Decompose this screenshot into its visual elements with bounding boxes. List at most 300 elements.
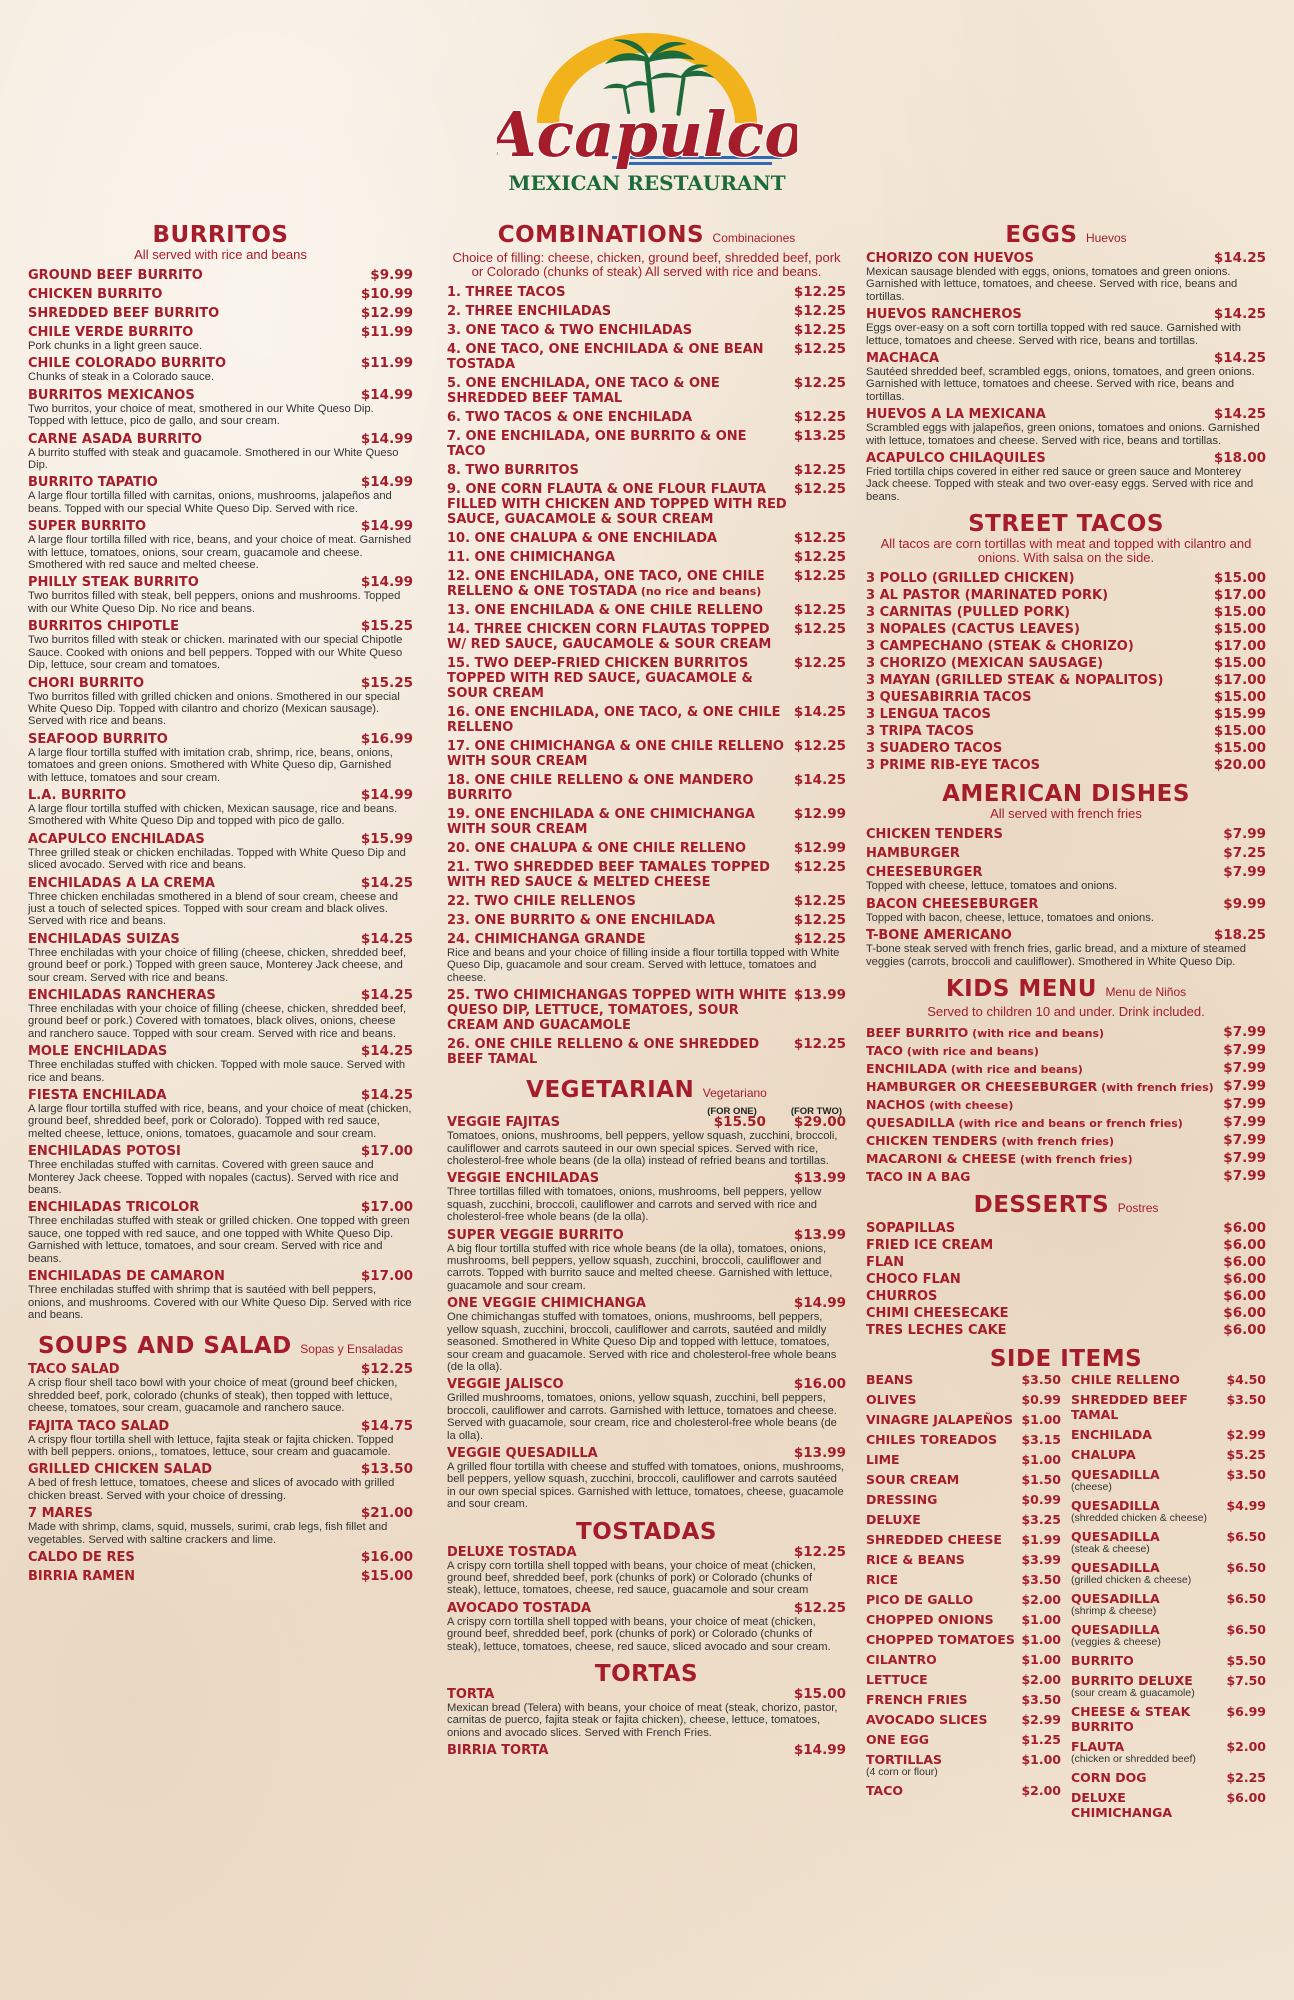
kids-subtitle: Menu de Niños bbox=[1105, 984, 1187, 999]
menu-item-description: Eggs over-easy on a soft corn tortilla topped with red sauce. Garnished with lettuce, tomatoes and cheese. Served with rice, beans and tortillas. bbox=[866, 322, 1241, 347]
menu-item bbox=[28, 788, 413, 828]
menu-item-name: CHICKEN TENDERS bbox=[866, 827, 1003, 843]
soups-title-text: SOUPS AND SALAD bbox=[37, 1333, 292, 1360]
menu-item-price: $6.50 bbox=[1226, 1559, 1266, 1575]
menu-item-price: $12.25 bbox=[793, 322, 846, 338]
menu-item-price: $0.99 bbox=[1021, 1391, 1061, 1407]
menu-item bbox=[447, 603, 846, 618]
menu-item-row bbox=[447, 603, 846, 618]
menu-item-row bbox=[447, 656, 846, 701]
menu-item-price-one: $15.50 bbox=[713, 1114, 766, 1131]
menu-item-name: 23. ONE BURRITO & ONE ENCHILADA bbox=[447, 913, 716, 928]
menu-item-row bbox=[866, 1272, 1266, 1287]
menu-item-price: $6.00 bbox=[1223, 1270, 1266, 1287]
menu-item bbox=[1071, 1467, 1266, 1493]
menu-item-price: $2.25 bbox=[1226, 1769, 1266, 1785]
menu-item bbox=[866, 1392, 1061, 1407]
menu-item-row bbox=[447, 1296, 846, 1311]
menu-item-price: $15.00 bbox=[793, 1686, 846, 1702]
menu-item-description: A crispy flour tortilla shell with lettuce, fajita steak or fajita chicken. Topped with bell peppers. onions,, tomatoes, lettuce, sour cream and guacamole. bbox=[28, 1433, 394, 1458]
menu-item-name: SHREDDED BEEF TAMAL bbox=[1071, 1391, 1188, 1422]
menu-item-row bbox=[447, 376, 846, 406]
menu-item-name: CHOCO FLAN bbox=[866, 1271, 961, 1287]
menu-item-name: BURRITO bbox=[1071, 1652, 1134, 1668]
menu-item-description: A burrito stuffed with steak and guacamole. Smothered in our White Queso Dip. bbox=[28, 446, 399, 472]
menu-item bbox=[1071, 1560, 1266, 1586]
menu-item-qualifier: (with rice and beans or french fries) bbox=[954, 1116, 1183, 1130]
menu-item bbox=[866, 1452, 1061, 1467]
menu-item-name: OLIVES bbox=[866, 1391, 917, 1407]
column-center bbox=[447, 222, 846, 1762]
menu-item-row bbox=[866, 1712, 1061, 1727]
menu-item-price: $15.25 bbox=[360, 674, 413, 691]
american-list bbox=[866, 827, 1266, 968]
menu-item-row bbox=[866, 1043, 1266, 1059]
menu-item-name: 6. TWO TACOS & ONE ENCHILADA bbox=[447, 410, 693, 425]
menu-item-price: $9.99 bbox=[1223, 895, 1266, 912]
menu-item-qualifier: (with french fries) bbox=[1016, 1152, 1133, 1166]
desserts-title bbox=[866, 1192, 1266, 1221]
menu-item-row bbox=[28, 619, 413, 634]
menu-item-description: Fried tortilla chips covered in either red sauce or green sauce and Monterey Jack cheese. Topped with steak and two over-easy eggs. Served with rice and beans. bbox=[866, 466, 1254, 503]
menu-item-row bbox=[1071, 1704, 1266, 1734]
menu-item-name: CHORIZO CON HUEVOS bbox=[866, 251, 1034, 266]
menu-item-description: (veggies & cheese) bbox=[1071, 1635, 1161, 1648]
menu-item-price: $7.99 bbox=[1223, 1113, 1266, 1130]
menu-item-description: A large flour tortilla stuffed with rice, beans, and your choice of meat (chicken, ground beef, shredded beef, pork or Colorado). Topped with red sauce, melted cheese, lettuce, onions, tomatoes, guacamole and sour cream. bbox=[28, 1103, 412, 1140]
street-tacos-title: STREET TACOS bbox=[968, 511, 1164, 538]
menu-item-row bbox=[447, 841, 846, 856]
menu-item-name: 3 CHORIZO (MEXICAN SAUSAGE) bbox=[866, 656, 1104, 672]
menu-item-price: $1.00 bbox=[1021, 1611, 1061, 1627]
menu-item-name: FLAUTA bbox=[1071, 1738, 1125, 1754]
menu-item-row bbox=[28, 1362, 413, 1377]
menu-item-row bbox=[866, 1169, 1266, 1184]
menu-item-price: $14.25 bbox=[793, 704, 846, 720]
menu-item-row bbox=[447, 569, 846, 599]
menu-item-description: Two burritos filled with grilled chicken and onions. Smothered in our special White Queso Dip. Topped with cilantro and chorizo (Mexican sausage). Served with rice and beans. bbox=[28, 690, 400, 728]
menu-item-description: (cheese) bbox=[1071, 1480, 1112, 1493]
menu-item-description: (steak & cheese) bbox=[1071, 1542, 1150, 1555]
menu-item-price: $14.99 bbox=[360, 786, 413, 803]
menu-item-row bbox=[447, 410, 846, 425]
menu-item-name: TORTA bbox=[447, 1687, 495, 1702]
menu-item-qualifier: (with rice and beans) bbox=[946, 1062, 1083, 1076]
vegetarian-subtitle: Vegetariano bbox=[702, 1086, 767, 1101]
menu-item-row bbox=[447, 285, 846, 300]
menu-item-row bbox=[866, 1632, 1061, 1647]
menu-item-row bbox=[866, 656, 1266, 671]
menu-item-row bbox=[866, 1151, 1266, 1167]
menu-item-price: $14.25 bbox=[360, 1087, 413, 1104]
menu-item-row bbox=[866, 307, 1266, 322]
menu-item-row bbox=[447, 860, 846, 890]
menu-item bbox=[447, 376, 846, 406]
soups-title bbox=[28, 1333, 413, 1362]
menu-item-row bbox=[1071, 1591, 1266, 1606]
menu-item-price: $11.99 bbox=[360, 324, 413, 340]
menu-item-price: $3.50 bbox=[1021, 1571, 1061, 1587]
menu-item-name: 22. TWO CHILE RELLENOS bbox=[447, 894, 636, 909]
menu-item-name: 17. ONE CHIMICHANGA & ONE CHILE RELLENO WITH SOUR CREAM bbox=[447, 739, 784, 769]
menu-item-name: 13. ONE ENCHILADA & ONE CHILE RELLENO bbox=[447, 603, 764, 618]
menu-item-name: GROUND BEEF BURRITO bbox=[28, 268, 203, 283]
menu-item-name: 7 MARES bbox=[28, 1506, 93, 1522]
menu-item-description: A large flour tortilla stuffed with imitation crab, shrimp, rice, beans, onions, tomatoes and green onions. Smothered with White Queso dip, Garnished with lettuce, tomatoes and sour cream. bbox=[28, 746, 393, 784]
menu-item-name: 3 PRIME RIB-EYE TACOS bbox=[866, 758, 1041, 774]
menu-item-description: Chunks of steak in a Colorado sauce. bbox=[28, 371, 214, 384]
menu-item-row bbox=[1071, 1427, 1266, 1442]
menu-item-name: ACAPULCO ENCHILADAS bbox=[28, 831, 205, 847]
menu-item-name: ENCHILADAS TRICOLOR bbox=[28, 1200, 200, 1216]
menu-item bbox=[28, 676, 413, 728]
menu-item-row bbox=[866, 928, 1266, 943]
menu-item-name: 25. TWO CHIMICHANGAS TOPPED WITH WHITE QUESO DIP, LETTUCE, TOMATOES, SOUR CREAM AND GUACAMOLE bbox=[447, 988, 787, 1034]
menu-item-price: $17.00 bbox=[360, 1199, 413, 1216]
menu-item-name: 3. ONE TACO & TWO ENCHILADAS bbox=[447, 323, 693, 338]
desserts-title-text: DESSERTS bbox=[973, 1191, 1110, 1218]
menu-item bbox=[866, 1255, 1266, 1270]
menu-item-row bbox=[866, 351, 1266, 366]
menu-item-price: $7.99 bbox=[1223, 1167, 1266, 1184]
menu-item-row bbox=[866, 1025, 1266, 1041]
menu-item-price: $15.25 bbox=[360, 618, 413, 635]
menu-item-row bbox=[447, 1037, 846, 1067]
menu-item bbox=[447, 1446, 846, 1511]
menu-item-name: BURRITO DELUXE bbox=[1071, 1672, 1193, 1688]
menu-item-price: $12.99 bbox=[793, 806, 846, 822]
menu-item-row bbox=[447, 531, 846, 546]
menu-item-name: ENCHILADA (with rice and beans) bbox=[866, 1060, 1083, 1076]
menu-item-row bbox=[866, 1323, 1266, 1338]
eggs-title bbox=[866, 222, 1266, 251]
menu-item bbox=[28, 1088, 413, 1140]
menu-item bbox=[866, 251, 1266, 303]
menu-item-name: RICE & BEANS bbox=[866, 1551, 965, 1567]
menu-item-description: Topped with bacon, cheese, lettuce, tomatoes and onions. bbox=[866, 911, 1154, 924]
menu-item-price: $16.00 bbox=[793, 1376, 846, 1393]
for-one-header: (FOR ONE) bbox=[707, 1106, 757, 1118]
menu-item-price: $5.50 bbox=[1226, 1652, 1266, 1668]
sides-columns bbox=[866, 1372, 1266, 1825]
menu-item-description: Pork chunks in a light green sauce. bbox=[28, 340, 203, 352]
menu-item bbox=[866, 605, 1266, 620]
menu-item-name: HAMBURGER bbox=[866, 846, 960, 862]
menu-item-price: $15.00 bbox=[1213, 655, 1266, 672]
menu-item bbox=[866, 407, 1266, 447]
menu-item bbox=[28, 732, 413, 784]
menu-item-row bbox=[866, 1752, 1061, 1767]
menu-item-name: PHILLY STEAK BURRITO bbox=[28, 575, 199, 591]
menu-item-name: ENCHILADAS DE CAMARON bbox=[28, 1269, 225, 1285]
menu-item-description: Grilled mushrooms, tomatoes, onions, yellow squash, zucchini, bell peppers, broccoli, cauliflower and carrots. Garnished with lettuce, tomatoes and cheese. Served with guacamole, sour cream, rice and cholesterol-free whole beans (de la olla). bbox=[447, 1392, 837, 1442]
menu-item-price: $1.25 bbox=[1021, 1731, 1061, 1747]
menu-item-row bbox=[28, 388, 413, 403]
menu-item-name: TACO bbox=[866, 1782, 904, 1798]
menu-item-row bbox=[866, 1238, 1266, 1253]
menu-item bbox=[866, 865, 1266, 892]
menu-item-price: $7.99 bbox=[1223, 1059, 1266, 1076]
menu-item-row bbox=[866, 639, 1266, 654]
menu-item-description: (shredded chicken & cheese) bbox=[1071, 1511, 1207, 1524]
menu-item bbox=[28, 519, 413, 571]
menu-item-row bbox=[866, 897, 1266, 912]
menu-item-name: QUESADILLA bbox=[1071, 1621, 1160, 1637]
menu-item-row bbox=[866, 1692, 1061, 1707]
menu-item-row bbox=[447, 988, 846, 1033]
menu-item bbox=[1071, 1770, 1266, 1785]
menu-item bbox=[866, 1238, 1266, 1253]
menu-item-price: $3.15 bbox=[1021, 1431, 1061, 1447]
menu-item-name: HUEVOS RANCHEROS bbox=[866, 307, 1022, 323]
menu-item-row bbox=[866, 1079, 1266, 1095]
menu-item bbox=[447, 1601, 846, 1653]
menu-item-row bbox=[866, 1592, 1061, 1607]
menu-item-row bbox=[447, 1545, 846, 1560]
menu-item-price: $6.50 bbox=[1226, 1528, 1266, 1544]
menu-item-price: $20.00 bbox=[1213, 757, 1266, 774]
menu-item bbox=[866, 1732, 1061, 1747]
menu-item-price: $4.99 bbox=[1226, 1497, 1266, 1513]
menu-item-price: $14.25 bbox=[1213, 406, 1266, 423]
menu-item-price: $6.00 bbox=[1223, 1253, 1266, 1270]
menu-item-price: $21.00 bbox=[360, 1505, 413, 1522]
menu-item-row bbox=[447, 932, 846, 947]
menu-item-qualifier: (with cheese) bbox=[925, 1098, 1014, 1112]
menu-item-price: $12.25 bbox=[793, 859, 846, 875]
menu-item-name: AVOCADO SLICES bbox=[866, 1711, 988, 1727]
menu-item-row bbox=[28, 475, 413, 490]
menu-item-row bbox=[28, 306, 413, 321]
menu-item-row bbox=[447, 913, 846, 928]
menu-item-name: LIME bbox=[866, 1451, 900, 1467]
menu-item-row bbox=[866, 588, 1266, 603]
menu-item-row bbox=[28, 1200, 413, 1215]
tortas-list bbox=[447, 1687, 846, 1758]
menu-item-description: Mexican sausage blended with eggs, onions, tomatoes and green onions. Garnished with lettuce, tomatoes, and cheese. Served with rice, beans and tortillas. bbox=[866, 266, 1238, 303]
menu-item-price: $14.99 bbox=[360, 474, 413, 491]
menu-item-price: $5.25 bbox=[1226, 1446, 1266, 1462]
menu-item-name: NACHOS (with cheese) bbox=[866, 1096, 1014, 1112]
menu-item-row bbox=[28, 1269, 413, 1284]
menu-item-row bbox=[447, 429, 846, 459]
menu-item-row bbox=[28, 732, 413, 747]
menu-item-price: $12.25 bbox=[793, 602, 846, 618]
menu-item bbox=[1071, 1704, 1266, 1734]
menu-item bbox=[866, 707, 1266, 722]
menu-item-price: $6.50 bbox=[1226, 1621, 1266, 1637]
menu-item-row bbox=[447, 550, 846, 565]
menu-item-name: VEGGIE JALISCO bbox=[447, 1377, 564, 1393]
menu-item-description: A large flour tortilla filled with carnitas, onions, mushrooms, jalapeños and beans. Topped with our special White Queso Dip. Served with rice. bbox=[28, 490, 392, 515]
menu-item-price: $11.99 bbox=[360, 355, 413, 372]
street-tacos-list bbox=[866, 571, 1266, 773]
menu-item-name: 3 CARNITAS (PULLED PORK) bbox=[866, 605, 1071, 621]
menu-item-price: $12.25 bbox=[793, 738, 846, 754]
menu-item-name: ACAPULCO CHILAQUILES bbox=[866, 451, 1046, 467]
menu-item bbox=[447, 304, 846, 319]
menu-item-price-two: $29.00 bbox=[793, 1114, 846, 1131]
menu-item-name: FLAN bbox=[866, 1254, 905, 1270]
menu-item-description: One chimichangas stuffed with tomatoes, onions, mushrooms, bell peppers, yellow squash, zucchini, broccoli, cauliflower and carrots, sautéed and mildly seasoned. Smothered in White Queso Dip and topped with lettuce, tomatoes, sour cream and guacamole. Served with rice and cholesterol-free whole beans (de la olla). bbox=[447, 1311, 837, 1373]
menu-item bbox=[866, 1752, 1061, 1778]
menu-item bbox=[28, 1044, 413, 1084]
menu-item-row bbox=[447, 1115, 846, 1130]
menu-item-row bbox=[447, 773, 846, 803]
menu-item bbox=[1071, 1529, 1266, 1555]
menu-item-price: $16.99 bbox=[360, 730, 413, 747]
menu-item-row bbox=[866, 846, 1266, 861]
menu-item-row bbox=[866, 1783, 1061, 1798]
menu-item-name: 19. ONE ENCHILADA & ONE CHIMICHANGA WITH SOUR CREAM bbox=[447, 807, 755, 837]
desserts-subtitle: Postres bbox=[1117, 1200, 1159, 1215]
menu-item-price: $3.99 bbox=[1021, 1551, 1061, 1567]
menu-item-description: Three enchiladas stuffed with chicken. Topped with mole sauce. Served with rice and beans. bbox=[28, 1059, 406, 1084]
logo-graphic bbox=[497, 28, 797, 218]
burritos-title: BURRITOS bbox=[152, 222, 289, 248]
combinations-note: Choice of filling: cheese, chicken, ground beef, shredded beef, pork or Colorado (chunks of steak) All served with rice and beans. bbox=[452, 250, 841, 279]
menu-item-prices bbox=[714, 1115, 846, 1130]
menu-item bbox=[866, 827, 1266, 842]
menu-item-name: 21. TWO SHREDDED BEEF TAMALES TOPPED WITH RED SAUCE & MELTED CHEESE bbox=[447, 860, 770, 890]
menu-item-price: $13.25 bbox=[793, 428, 846, 444]
menu-item-description: Three enchiladas with your choice of filling (cheese, chicken, shredded beef, ground beef or pork.) Topped with green sauce, Monterey Jack cheese, and sour cream. Served with rice and beans. bbox=[28, 946, 407, 984]
menu-item-name: CHALUPA bbox=[1071, 1446, 1136, 1462]
menu-item-price: $14.75 bbox=[360, 1417, 413, 1434]
menu-item-name: ONE EGG bbox=[866, 1731, 930, 1747]
menu-item-row bbox=[866, 1732, 1061, 1747]
menu-item bbox=[866, 1043, 1266, 1059]
logo-wordmark: Acapulco bbox=[497, 98, 797, 171]
menu-item-price: $3.50 bbox=[1226, 1391, 1266, 1407]
menu-item bbox=[28, 306, 413, 321]
menu-item-row bbox=[866, 1221, 1266, 1236]
menu-item-row bbox=[1071, 1622, 1266, 1637]
menu-item bbox=[1071, 1447, 1266, 1462]
menu-item bbox=[866, 1169, 1266, 1184]
menu-item-price: $16.00 bbox=[360, 1548, 413, 1565]
menu-item-price: $1.99 bbox=[1021, 1531, 1061, 1547]
menu-item-name: 20. ONE CHALUPA & ONE CHILE RELLENO bbox=[447, 841, 747, 856]
menu-item-price: $15.00 bbox=[1213, 689, 1266, 706]
menu-item-price: $3.50 bbox=[1021, 1371, 1061, 1387]
menu-item-row bbox=[866, 1115, 1266, 1131]
menu-item-name: FRIED ICE CREAM bbox=[866, 1237, 994, 1253]
menu-item-name: CHEESEBURGER bbox=[866, 865, 983, 881]
menu-item-name: DELUXE bbox=[866, 1511, 921, 1527]
menu-item-row bbox=[866, 251, 1266, 266]
menu-item-price: $12.25 bbox=[793, 341, 846, 357]
menu-item-price: $12.25 bbox=[793, 931, 846, 947]
menu-item-price: $12.99 bbox=[360, 305, 413, 321]
sides-right-list bbox=[1071, 1372, 1266, 1825]
menu-item bbox=[866, 1221, 1266, 1236]
menu-item bbox=[447, 841, 846, 856]
menu-item bbox=[28, 932, 413, 984]
menu-item-price: $15.00 bbox=[360, 1567, 413, 1584]
menu-item-price: $1.00 bbox=[1021, 1451, 1061, 1467]
menu-item bbox=[447, 1743, 846, 1758]
menu-item-name: FAJITA TACO SALAD bbox=[28, 1418, 170, 1434]
menu-item-price: $14.25 bbox=[360, 987, 413, 1003]
menu-item-name: AVOCADO TOSTADA bbox=[447, 1600, 592, 1616]
american-note: All served with french fries bbox=[990, 806, 1142, 822]
soups-list bbox=[28, 1362, 413, 1584]
menu-item-name: 3 LENGUA TACOS bbox=[866, 707, 991, 723]
menu-item-name: ENCHILADA bbox=[1071, 1426, 1152, 1442]
menu-item bbox=[866, 1552, 1061, 1567]
tortas-title: TORTAS bbox=[594, 1661, 699, 1687]
menu-item-price: $14.99 bbox=[360, 518, 413, 535]
menu-item-price: $17.00 bbox=[360, 1143, 413, 1160]
menu-item bbox=[866, 1025, 1266, 1041]
menu-item bbox=[866, 1412, 1061, 1427]
menu-item bbox=[866, 690, 1266, 705]
menu-item-row bbox=[866, 1652, 1061, 1667]
menu-item-row bbox=[866, 622, 1266, 637]
menu-item-name: CHICKEN BURRITO bbox=[28, 287, 163, 302]
menu-item-description: Tomatoes, onions, mushrooms, bell peppers, yellow squash, zucchini, broccoli, cauliflower and carrots sauteed in our own special spices. Served with rice, cholesterol-free whole beans (de la olla) instead of refried beans and tortillas. bbox=[447, 1130, 838, 1168]
menu-item-description: Three enchiladas stuffed with steak or grilled chicken. One topped with green sauce, one topped with red sauce, and one topped with White Queso Dip. Garnished with lettuce, tomatoes, and sour cream. Served with rice and beans. bbox=[28, 1215, 410, 1265]
menu-item-price: $13.99 bbox=[793, 1226, 846, 1243]
menu-item-row bbox=[866, 1572, 1061, 1587]
menu-item bbox=[866, 1672, 1061, 1687]
menu-item-price: $6.00 bbox=[1223, 1287, 1266, 1304]
menu-item-name: SHREDDED BEEF BURRITO bbox=[28, 306, 220, 321]
menu-item-price: $1.00 bbox=[1021, 1631, 1061, 1647]
menu-item-price: $10.99 bbox=[360, 286, 413, 302]
menu-item bbox=[1071, 1739, 1266, 1765]
menu-item-description: A grilled flour tortilla with cheese and stuffed with tomatoes, onions, mushrooms, bell peppers, yellow squash, zucchini, broccoli, cauliflower and carrots sautéed in our own special spices. Garnished with lettuce, tomatoes, cheese, guacamole and sour cream. bbox=[447, 1460, 845, 1511]
menu-item-name: 5. ONE ENCHILADA, ONE TACO & ONE SHREDDED BEEF TAMAL bbox=[447, 376, 720, 406]
menu-item-description: Three enchiladas stuffed with carnitas. Covered with green sauce and Monterey Jack cheese. Topped with nopales (cactus). Served with rice and beans. bbox=[28, 1159, 399, 1197]
menu-item-price: $7.99 bbox=[1223, 1149, 1266, 1166]
menu-item-name: 3 POLLO (GRILLED CHICKEN) bbox=[866, 571, 1075, 587]
menu-item bbox=[447, 342, 846, 372]
menu-item-row bbox=[1071, 1392, 1266, 1422]
menu-item-row bbox=[28, 268, 413, 283]
menu-item-name: LETTUCE bbox=[866, 1671, 928, 1687]
column-left bbox=[28, 222, 413, 1588]
menu-item-price: $18.25 bbox=[1213, 927, 1266, 944]
menu-item-price: $3.50 bbox=[1021, 1691, 1061, 1707]
menu-item-name: CORN DOG bbox=[1071, 1769, 1147, 1785]
menu-item-price: $14.25 bbox=[360, 930, 413, 947]
menu-item bbox=[866, 1632, 1061, 1647]
menu-item-name: QUESADILLA bbox=[1071, 1559, 1160, 1575]
menu-item-row bbox=[866, 451, 1266, 466]
menu-item-price: $12.25 bbox=[793, 568, 846, 584]
menu-item-price: $12.25 bbox=[793, 481, 846, 497]
menu-item-price: $12.25 bbox=[793, 1599, 846, 1616]
menu-item bbox=[866, 1061, 1266, 1077]
menu-item-name: 3 SUADERO TACOS bbox=[866, 741, 1003, 757]
menu-item-description: Two burritos filled with steak, bell peppers, onions and mushrooms. Topped with our White Queso Dip. No rice and beans. bbox=[28, 590, 401, 615]
menu-item-row bbox=[866, 865, 1266, 880]
menu-item-name: 3 CAMPECHANO (STEAK & CHORIZO) bbox=[866, 639, 1134, 655]
menu-item-row bbox=[866, 1552, 1061, 1567]
menu-item bbox=[28, 1506, 413, 1546]
menu-item-name: BEEF BURRITO (with rice and beans) bbox=[866, 1024, 1105, 1040]
menu-item bbox=[28, 1462, 413, 1502]
menu-item-row bbox=[1071, 1560, 1266, 1575]
burritos-list bbox=[28, 268, 413, 1321]
menu-item-name: ENCHILADAS POTOSI bbox=[28, 1144, 181, 1160]
menu-item-name: CHOPPED TOMATOES bbox=[866, 1631, 1015, 1647]
menu-item-price: $7.25 bbox=[1223, 845, 1266, 862]
menu-item-price: $14.25 bbox=[360, 1043, 413, 1060]
menu-item-price: $12.25 bbox=[360, 1361, 413, 1378]
